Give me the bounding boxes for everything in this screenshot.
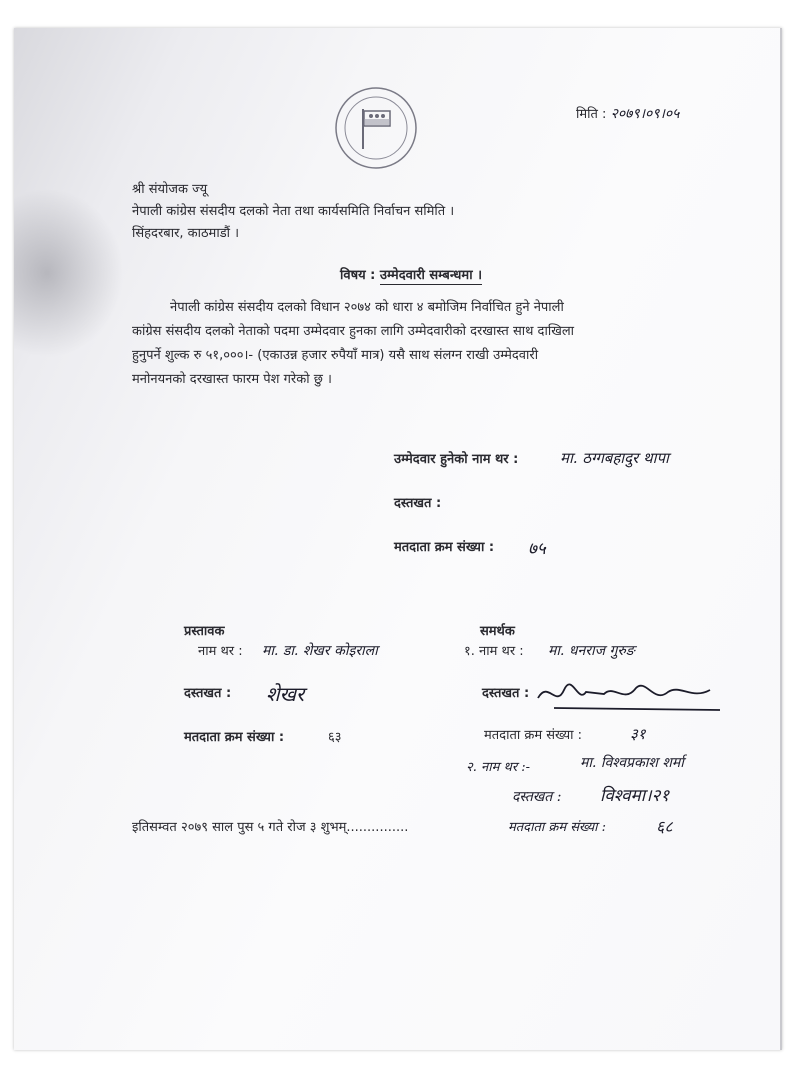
addressee-line-3: सिंहदरबार, काठमाडौं । — [132, 226, 240, 241]
supporter-heading: समर्थक — [480, 624, 515, 639]
proposer-voter-value: ६३ — [328, 730, 342, 745]
candidate-voter-label: मतदाता क्रम संख्या : — [394, 540, 495, 555]
proposer-voter-label: मतदाता क्रम संख्या : — [184, 730, 285, 745]
supporter-sign-label: दस्तखत : — [482, 686, 530, 701]
supporter2-signature: विश्वमा।२१ — [600, 786, 670, 806]
subject-line — [340, 268, 482, 284]
proposer-signature: शेखर — [266, 682, 305, 706]
party-seal-logo — [333, 85, 419, 171]
candidate-name-label: उम्मेदवार हुनेको नाम थर : — [394, 452, 519, 467]
footer-date-line: इतिसम्वत २०७९ साल पुस ५ गते रोज ३ शुभम्............... — [132, 820, 409, 835]
proposer-name-label: नाम थर : — [198, 644, 243, 659]
supporter-name-value: मा. धनराज गुरुङ — [548, 643, 635, 659]
date-line — [576, 106, 679, 123]
proposer-heading: प्रस्तावक — [184, 624, 225, 639]
supporter2-name-label: २. नाम थर :- — [466, 760, 531, 775]
supporter2-name-value: मा. विश्वप्रकाश शर्मा — [580, 755, 684, 771]
supporter-voter-value: ३१ — [630, 725, 646, 743]
supporter-signature — [534, 674, 724, 714]
candidate-sign-label: दस्तखत : — [394, 496, 442, 511]
proposer-sign-label: दस्तखत : — [184, 686, 232, 701]
candidate-voter-value: ७५ — [528, 539, 546, 559]
date-label: मिति : — [576, 107, 607, 122]
body-line-3: हुनुपर्ने शुल्क रु ५१,०००।- (एकाउन्न हजार रुपैयाँ मात्र) यसै साथ संलग्न राखी उम्मेदवारी — [132, 348, 539, 363]
body-line-4: मनोनयनको दरखास्त फारम पेश गरेको छु । — [132, 372, 332, 387]
supporter2-sign-label: दस्तखत : — [512, 789, 562, 805]
supporter2-voter-label: मतदाता क्रम संख्या : — [508, 820, 607, 835]
supporter2-voter-value: ६८ — [656, 817, 673, 836]
candidate-name-value: मा. ठग्गबहादुर थापा — [560, 449, 669, 467]
subject-label: विषय : — [340, 268, 376, 283]
date-value: २०७९।०९।०५ — [610, 106, 680, 122]
body-line-1: नेपाली कांग्रेस संसदीय दलको विधान २०७४ को धारा ४ बमोजिम निर्वाचित हुने नेपाली — [170, 300, 564, 315]
body-line-2: कांग्रेस संसदीय दलको नेताको पदमा उम्मेदवार हुनका लागि उम्मेदवारीको दरखास्त साथ दाखिला — [132, 324, 575, 339]
addressee-line-1: श्री संयोजक ज्यू — [132, 182, 208, 197]
subject-text: उम्मेदवारी सम्बन्धमा । — [379, 268, 483, 283]
document-page — [14, 28, 782, 1050]
proposer-name-value: मा. डा. शेखर कोइराला — [262, 643, 378, 659]
addressee-line-2: नेपाली कांग्रेस संसदीय दलको नेता तथा कार्यसमिति निर्वाचन समिति । — [132, 204, 455, 219]
supporter-voter-label: मतदाता क्रम संख्या : — [484, 728, 583, 743]
supporter-name-label: १. नाम थर : — [464, 644, 524, 659]
